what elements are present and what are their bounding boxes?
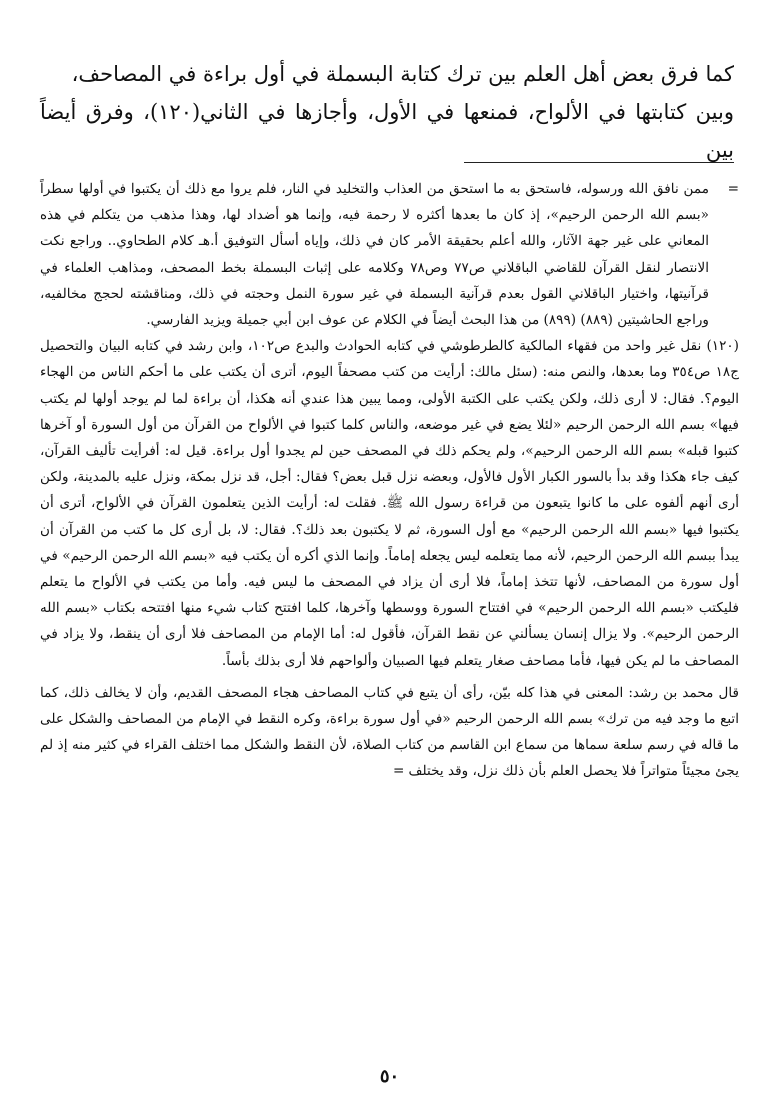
main-text [40,55,734,169]
main-text-line-1: كما فرق بعض أهل العلم بين ترك كتابة البسملة في أول براءة في المصاحف، [71,62,734,86]
footnote-continued [40,176,739,333]
footnote-120-text: نقل غير واحد من فقهاء المالكية كالطرطوشي في كتابه الحوادث والبدع ص١٠٢، وابن رشد في كتابه البيان والتحصيل ج١٨ ص٣٥٤ وما بعدها، والنص منه: (سئل مالك: أرأيت من كتب مصحفاً اليوم، أترى أن يكتب على ما أحكم الناس من الهجاء اليوم؟. فقال: لا أرى ذلك، ولكن يكتب على الكتبة الأولى، ومما يبين هذا عندي أنه هكذا، أن براءة لما لم يوجد أولها لم يكتب فيها» بسم الله الرحمن الرحيم «لئلا يضع في غير موضعه، والناس كلما كتبوا في الألواح من القرآن من أول السورة أو آخرها كتبوا قبله» بسم الله الرحمن الرحيم»، ولم يحكم ذلك في المصحف حين لم يجدوا أول براءة. قيل له: أفرأيت تأليف القرآن، كيف جاء هكذا وقد بدأ بالسور الكبار الأول فالأول، وبعضه نزل قبل بعض؟ فقال: أجل، قد نزل بمكة، ونزل عليه بالمدينة، ولكن أرى أنهم ألفوه على ما كانوا يتبعون من قراءة رسول الله ﷺ. فقلت له: أرأيت الذين يتعلمون القرآن في الألواح، أترى أن يكتبوا فيها «بسم الله الرحمن الرحيم» مع أول السورة، ثم لا يكتبون بعد ذلك؟. فقال: لا، بل أرى كل ما كتب من القرآن أن يبدأ ببسم الله الرحمن الرحيم، لأنه مما يتعلمه ليس يجعله إماماً. وإنما الذي أكره أن يكتب فيه «بسم الله الرحمن الرحيم» في أول سورة من المصاحف، لأنها تتخذ إماماً، فلا أرى أن يزاد في المصحف ما ليس فيه. وأما من يكتب في الألواح ما يتعلم فليكتب «بسم الله الرحمن الرحيم» في افتتاح السورة ووسطها وآخرها، كلما افتتح كتاب شيء منها افتتحه بكتاب «بسم الله الرحمن الرحيم». ولا يزال إنسان يسألني عن نقط القرآن، فأقول له: أما الإمام من المصاحف فلا أرى أن ينقط، ولا يزاد في المصاحف ما لم يكن فيها، فأما مصاحف صغار يتعلم فيها الصبيان وألواحهم فلا أرى بذلك بأساً. [40,338,739,669]
footnote-separator [464,162,734,163]
footnote-120-paragraph-2 [40,680,739,785]
footnote-120 [40,333,739,674]
footnote-continued-text: ممن نافق الله ورسوله، فاستحق به ما استحق من العذاب والتخليد في النار، فلم يروا مع ذلك أن يكتبوا في أولها سطراً «بسم الله الرحمن الرحيم»، إذ كان ما بعدها أكثره لا رحمة فيه، وإنما هو أضداد لها، وهذا مذهب من يتكلم في هذه المعاني على غير جهة الآثار، والله أعلم بحقيقة الأمر كان في ذلك، وإياه أسأل التوفيق أ.هـ كلام الطحاوي.. وراجع نكت الانتصار لنقل القرآن للقاضي الباقلاني ص٧٧ وص٧٨ وكلامه على إثبات البسملة بخط المصحف، ومذاهب العلماء في قرآنيتها، واختيار الباقلاني القول بعدم قرآنية البسملة في غير سورة النمل وحجته في ذلك، ومناقشته لحجج مخالفيه، وراجع الحاشيتين (٨٨٩) (٨٩٩) من هذا البحث أيضاً في الكلام عن عوف ابن أبي جميلة ويزيد الفارسي. [40,181,709,329]
page-number: ٥٠ [379,1066,400,1087]
footnote-120-number: (١٢٠) [706,338,739,355]
continues-marker: = [393,763,405,780]
footnotes [40,176,739,785]
main-text-line-2: وبين كتابتها في الألواح، فمنعها في الأول، وأجازها في الثاني(١٢٠)، وفرق أيضاً بين [40,100,734,162]
continuation-marker: = [727,181,739,197]
footnote-120-paragraph-2-text: قال محمد بن رشد: المعنى في هذا كله بيّن، رأى أن يتبع في كتاب المصاحف هجاء المصحف القديم، وأن لا يخالف ذلك، كما اتبع ما وجد فيه من ترك» بسم الله الرحمن الرحيم «في أول سورة براءة، وكره النقط في الإمام من المصاحف والشكل على ما قاله في رسم سلعة سماها من سماع ابن القاسم من كتاب الصلاة، لأن النقط والشكل مما اختلف القراء في كثير منه إذ لم يجئ مجيئاً متواتراً فلا يحصل العلم بأن ذلك نزل، وقد يختلف [40,684,739,780]
